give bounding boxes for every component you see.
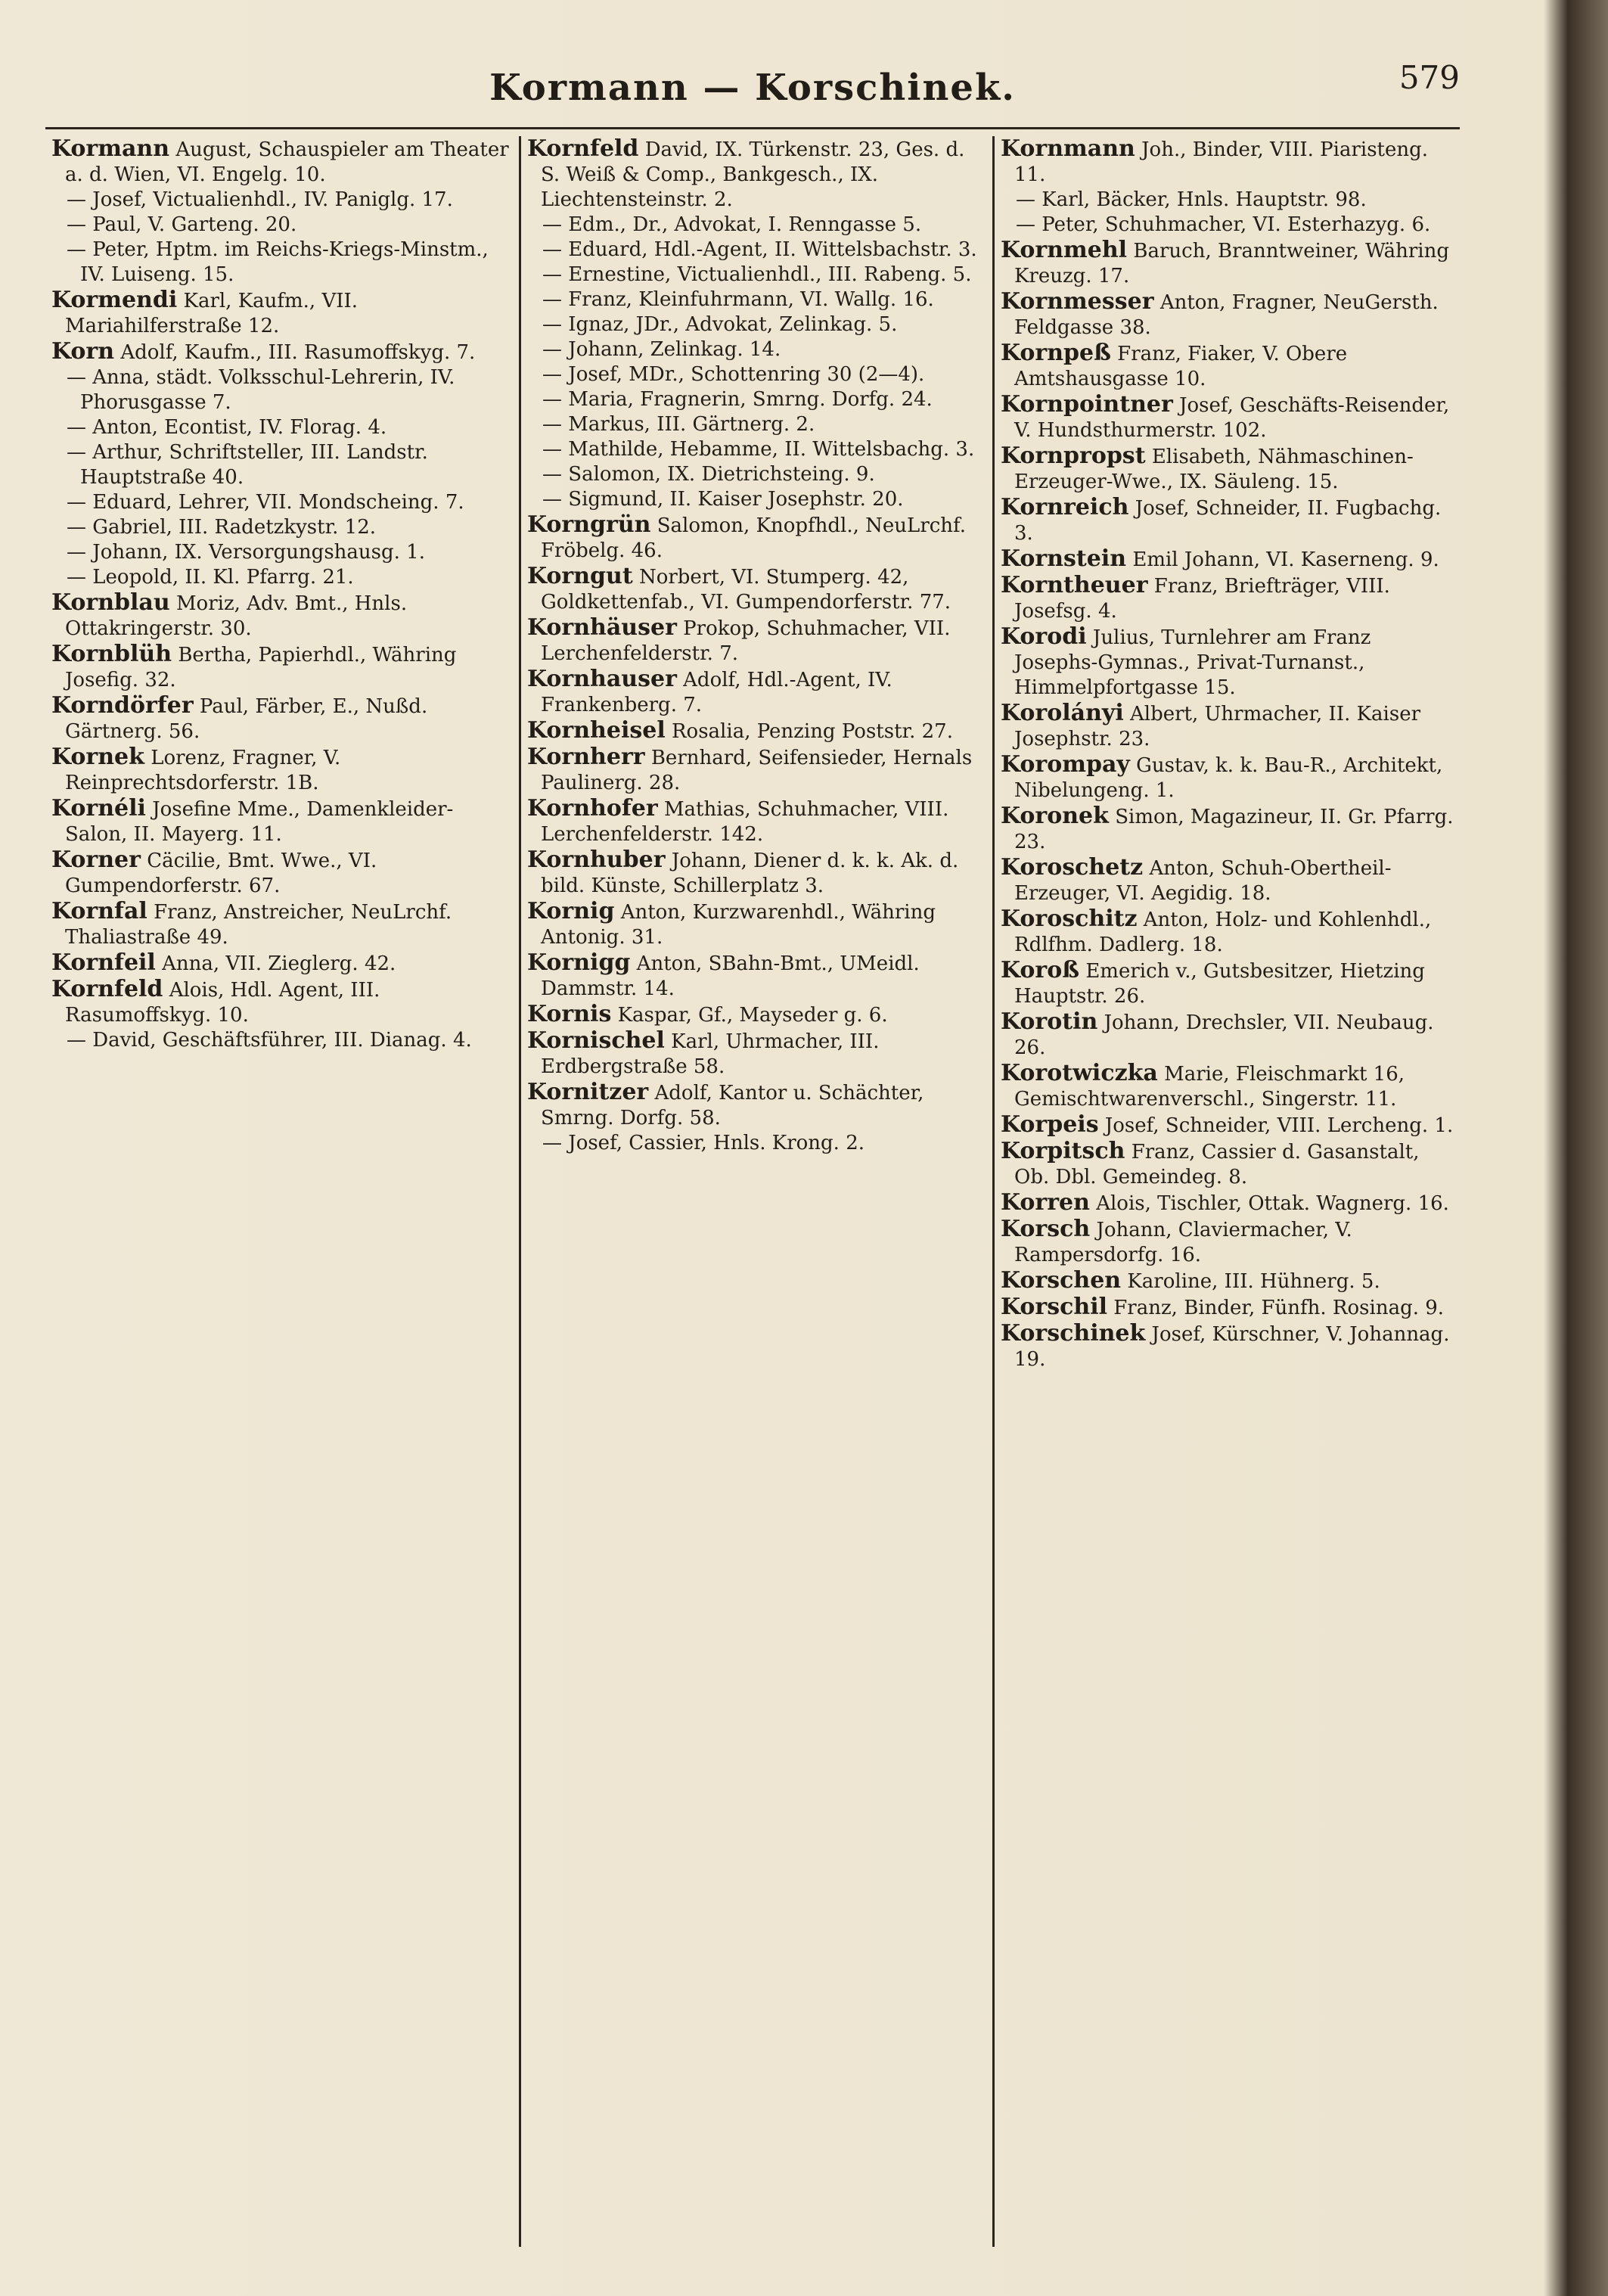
entry-details: Rosalia, Penzing Poststr. 27. bbox=[671, 720, 953, 743]
entry-surname: Korren bbox=[1001, 1189, 1090, 1216]
directory-entry bbox=[51, 287, 513, 339]
entry-details: Prokop, Schuhmacher, VII. Lerchenfelderstr. 7. bbox=[541, 617, 951, 665]
entry-surname: Kornblüh bbox=[51, 641, 172, 667]
entry-surname: Kormendi bbox=[51, 287, 178, 313]
directory-entry bbox=[527, 337, 986, 362]
header-rule bbox=[45, 127, 1460, 129]
directory-entry bbox=[51, 213, 513, 238]
entry-details: David, IX. Türkenstr. 23, Ges. d. S. Weiß & Comp., Bankgesch., IX. Liechtensteinstr. 2. bbox=[541, 138, 965, 211]
directory-entry bbox=[51, 365, 513, 415]
entry-details: — Arthur, Schriftsteller, III. Landstr. Hauptstraße 40. bbox=[67, 441, 428, 489]
entry-surname: Korompay bbox=[1001, 751, 1130, 778]
entry-details: Joh., Binder, VIII. Piaristeng. 11. bbox=[1014, 138, 1429, 186]
directory-entry bbox=[527, 1002, 986, 1028]
entry-surname: Kornreich bbox=[1001, 494, 1129, 520]
entry-surname: Kornéli bbox=[51, 795, 146, 822]
entry-surname: Koroschitz bbox=[1001, 906, 1138, 932]
directory-entry bbox=[1001, 495, 1460, 546]
directory-entry bbox=[1001, 1294, 1460, 1321]
entry-surname: Kornhuber bbox=[527, 847, 666, 873]
directory-entry bbox=[527, 312, 986, 337]
entry-surname: Kornheisel bbox=[527, 717, 666, 744]
entry-details: Franz, Anstreicher, NeuLrchf. Thaliastraße 49. bbox=[65, 901, 452, 949]
entry-surname: Kornmehl bbox=[1001, 237, 1128, 263]
entry-details: Franz, Briefträger, VIII. Josefsg. 4. bbox=[1014, 575, 1390, 623]
entry-details: Salomon, Knopfhdl., NeuLrchf. Fröbelg. 46. bbox=[541, 514, 967, 562]
running-title: Kormann — Korschinek. bbox=[489, 67, 1016, 109]
entry-details: — Ignaz, JDr., Advokat, Zelinkag. 5. bbox=[542, 313, 898, 336]
directory-entry bbox=[1001, 906, 1460, 958]
directory-entry bbox=[527, 744, 986, 796]
column-1 bbox=[45, 136, 519, 2247]
column-2 bbox=[519, 136, 992, 2247]
directory-entry bbox=[1001, 1009, 1460, 1061]
entry-surname: Korotin bbox=[1001, 1008, 1098, 1035]
directory-entry bbox=[1001, 213, 1460, 238]
directory-entry bbox=[51, 515, 513, 540]
entry-surname: Kornitzer bbox=[527, 1079, 649, 1105]
entry-details: Anton, SBahn-Bmt., UMeidl. Dammstr. 14. bbox=[541, 952, 920, 1000]
directory-entry bbox=[527, 615, 986, 666]
directory-entry bbox=[527, 412, 986, 437]
entry-surname: Korsch bbox=[1001, 1216, 1091, 1242]
entry-details: Alois, Hdl. Agent, III. Rasumoffskyg. 10. bbox=[65, 979, 380, 1027]
directory-entry bbox=[527, 666, 986, 718]
entry-details: Kaspar, Gf., Mayseder g. 6. bbox=[617, 1004, 888, 1027]
entry-surname: Kornfeld bbox=[527, 136, 639, 162]
entry-details: — Eduard, Lehrer, VII. Mondscheing. 7. bbox=[67, 491, 464, 514]
entry-details: — Josef, MDr., Schottenring 30 (2—4). bbox=[542, 363, 925, 386]
entry-surname: Korpeis bbox=[1001, 1111, 1099, 1138]
directory-entry bbox=[51, 1028, 513, 1053]
entry-details: Marie, Fleischmarkt 16, Gemischtwarenverschl., Singerstr. 11. bbox=[1014, 1063, 1405, 1111]
directory-entry bbox=[1001, 392, 1460, 443]
entry-surname: Kornhauser bbox=[527, 666, 677, 692]
directory-entry bbox=[1001, 958, 1460, 1009]
column-3 bbox=[992, 136, 1466, 2247]
entry-details: Gustav, k. k. Bau-R., Architekt, Nibelungeng. 1. bbox=[1014, 754, 1443, 802]
entry-details: Baruch, Branntweiner, Währing Kreuzg. 17. bbox=[1014, 240, 1449, 287]
entry-details: Julius, Turnlehrer am Franz Josephs-Gymnas., Privat-Turnanst., Himmelpfortgasse 15. bbox=[1014, 626, 1371, 699]
directory-entry bbox=[1001, 340, 1460, 392]
directory-entry bbox=[527, 1131, 986, 1156]
entry-details: Cäcilie, Bmt. Wwe., VI. Gumpendorferstr. 67. bbox=[65, 850, 377, 897]
entry-details: Moriz, Adv. Bmt., Hnls. Ottakringerstr. 30. bbox=[65, 592, 408, 640]
entry-details: Emil Johann, VI. Kaserneng. 9. bbox=[1132, 548, 1439, 571]
directory-entry bbox=[1001, 803, 1460, 855]
entry-surname: Korschinek bbox=[1001, 1320, 1146, 1347]
entry-details: — Markus, III. Gärtnerg. 2. bbox=[542, 413, 815, 436]
entry-surname: Korodi bbox=[1001, 623, 1087, 650]
entry-details: — Johann, IX. Versorgungshausg. 1. bbox=[67, 541, 425, 564]
entry-surname: Kornmann bbox=[1001, 136, 1135, 162]
entry-surname: Kornig bbox=[527, 898, 615, 924]
entry-surname: Kornis bbox=[527, 1001, 612, 1027]
entry-details: Anton, Holz- und Kohlenhdl., Rdlfhm. Dadlerg. 18. bbox=[1014, 909, 1432, 956]
entry-details: — Sigmund, II. Kaiser Josephstr. 20. bbox=[542, 488, 904, 511]
directory-entry bbox=[51, 693, 513, 744]
entry-surname: Kornhofer bbox=[527, 795, 658, 822]
entry-surname: Kornhäuser bbox=[527, 614, 677, 641]
entry-details: Anton, Schuh-Obertheil-Erzeuger, VI. Aegidig. 18. bbox=[1014, 857, 1392, 905]
directory-entry bbox=[527, 387, 986, 412]
directory-entry bbox=[527, 213, 986, 238]
directory-entry bbox=[527, 718, 986, 744]
entry-surname: Kornfeil bbox=[51, 949, 156, 976]
directory-entry bbox=[51, 490, 513, 515]
page-number: 579 bbox=[1398, 59, 1460, 96]
entry-details: — Johann, Zelinkag. 14. bbox=[542, 338, 781, 361]
entry-surname: Kornigg bbox=[527, 949, 631, 976]
entry-details: Alois, Tischler, Ottak. Wagnerg. 16. bbox=[1096, 1192, 1449, 1215]
directory-entry bbox=[527, 564, 986, 615]
entry-details: Josef, Schneider, II. Fugbachg. 3. bbox=[1014, 497, 1442, 545]
entry-details: Anton, Kurzwarenhdl., Währing Antonig. 31. bbox=[541, 901, 936, 949]
entry-details: — David, Geschäftsführer, III. Dianag. 4. bbox=[67, 1029, 472, 1052]
entry-details: — Gabriel, III. Radetzkystr. 12. bbox=[67, 516, 377, 539]
directory-entry bbox=[527, 238, 986, 263]
directory-entry bbox=[1001, 1268, 1460, 1294]
directory-entry bbox=[51, 238, 513, 287]
directory-entry bbox=[51, 188, 513, 213]
entry-surname: Korngut bbox=[527, 563, 633, 589]
directory-entry bbox=[51, 136, 513, 188]
entry-details: Anna, VII. Zieglerg. 42. bbox=[162, 952, 396, 975]
directory-entry bbox=[1001, 624, 1460, 701]
entry-surname: Korntheuer bbox=[1001, 572, 1148, 598]
entry-details: — Mathilde, Hebamme, II. Wittelsbachg. 3. bbox=[542, 438, 975, 461]
entry-surname: Koronek bbox=[1001, 803, 1109, 829]
entry-surname: Kornmesser bbox=[1001, 288, 1154, 315]
directory-entry bbox=[51, 796, 513, 847]
directory-entry bbox=[1001, 546, 1460, 573]
directory-entry bbox=[527, 287, 986, 312]
entry-details: Adolf, Kaufm., III. Rasumoffskyg. 7. bbox=[120, 341, 476, 364]
directory-entry bbox=[51, 440, 513, 490]
entry-details: — Leopold, II. Kl. Pfarrg. 21. bbox=[67, 566, 354, 589]
directory-entry bbox=[51, 977, 513, 1028]
directory-entry bbox=[1001, 443, 1460, 495]
entry-surname: Kornfal bbox=[51, 898, 147, 924]
entry-surname: Kornherr bbox=[527, 744, 645, 770]
entry-details: Adolf, Hdl.-Agent, IV. Frankenberg. 7. bbox=[541, 669, 892, 716]
entry-details: Josef, Schneider, VIII. Lercheng. 1. bbox=[1104, 1114, 1454, 1137]
entry-details: — Franz, Kleinfuhrmann, VI. Wallg. 16. bbox=[542, 288, 934, 311]
entry-details: Simon, Magazineur, II. Gr. Pfarrg. 23. bbox=[1014, 806, 1454, 853]
directory-entry bbox=[527, 950, 986, 1002]
directory-entry bbox=[527, 263, 986, 287]
entry-details: Karl, Uhrmacher, III. Erdbergstraße 58. bbox=[541, 1030, 880, 1078]
entry-details: — Peter, Hptm. im Reichs-Kriegs-Minstm., IV. Luiseng. 15. bbox=[67, 238, 489, 286]
entry-surname: Korpitsch bbox=[1001, 1138, 1125, 1164]
directory-entry bbox=[1001, 136, 1460, 188]
directory-entry bbox=[1001, 238, 1460, 289]
directory-entry bbox=[1001, 752, 1460, 803]
entry-details: Franz, Fiaker, V. Obere Amtshausgasse 10. bbox=[1014, 343, 1348, 390]
entry-surname: Korndörfer bbox=[51, 692, 194, 719]
entry-surname: Kornpropst bbox=[1001, 443, 1146, 469]
entry-surname: Korngrün bbox=[527, 511, 651, 538]
directory-entry bbox=[51, 847, 513, 899]
directory-columns bbox=[45, 136, 1467, 2247]
entry-surname: Korschen bbox=[1001, 1267, 1122, 1294]
entry-details: Josef, Kürschner, V. Johannag. 19. bbox=[1014, 1323, 1450, 1371]
entry-details: Johann, Claviermacher, V. Rampersdorfg. 16. bbox=[1014, 1219, 1352, 1266]
entry-surname: Kornischel bbox=[527, 1027, 665, 1054]
entry-details: Elisabeth, Nähmaschinen-Erzeuger-Wwe., IX. Säuleng. 15. bbox=[1014, 446, 1414, 493]
entry-details: Johann, Drechsler, VII. Neubaug. 26. bbox=[1014, 1011, 1434, 1059]
entry-details: — Josef, Victualienhdl., IV. Paniglg. 17. bbox=[67, 188, 453, 211]
directory-entry bbox=[527, 362, 986, 387]
directory-entry bbox=[1001, 188, 1460, 213]
directory-entry bbox=[527, 437, 986, 462]
entry-details: — Maria, Fragnerin, Smrng. Dorfg. 24. bbox=[542, 388, 933, 411]
directory-entry bbox=[1001, 289, 1460, 340]
entry-details: Karoline, III. Hühnerg. 5. bbox=[1127, 1270, 1380, 1293]
directory-entry bbox=[527, 796, 986, 847]
entry-details: — Anton, Econtist, IV. Florag. 4. bbox=[67, 416, 387, 439]
directory-entry bbox=[1001, 1112, 1460, 1139]
entry-surname: Koroschetz bbox=[1001, 854, 1144, 881]
entry-details: — Paul, V. Garteng. 20. bbox=[67, 213, 297, 236]
page-header bbox=[45, 53, 1460, 121]
directory-entry bbox=[51, 950, 513, 977]
directory-entry bbox=[1001, 573, 1460, 624]
entry-details: Franz, Binder, Fünfh. Rosinag. 9. bbox=[1113, 1297, 1445, 1319]
directory-entry bbox=[1001, 1061, 1460, 1112]
directory-entry bbox=[51, 590, 513, 642]
directory-entry bbox=[51, 744, 513, 796]
entry-surname: Koroß bbox=[1001, 957, 1080, 983]
entry-surname: Kornblau bbox=[51, 589, 170, 616]
entry-surname: Kornstein bbox=[1001, 545, 1127, 572]
directory-entry bbox=[527, 1028, 986, 1080]
entry-surname: Korschil bbox=[1001, 1294, 1107, 1320]
entry-details: Anton, Fragner, NeuGersth. Feldgasse 38. bbox=[1014, 291, 1439, 339]
directory-entry bbox=[1001, 1139, 1460, 1190]
directory-entry bbox=[51, 339, 513, 365]
entry-details: Johann, Diener d. k. k. Ak. d. bild. Künste, Schillerplatz 3. bbox=[541, 850, 959, 897]
directory-entry bbox=[51, 899, 513, 950]
entry-details: — Karl, Bäcker, Hnls. Hauptstr. 98. bbox=[1016, 188, 1367, 211]
directory-entry bbox=[527, 899, 986, 950]
entry-surname: Korotwiczka bbox=[1001, 1060, 1158, 1086]
entry-details: Josefine Mme., Damenkleider-Salon, II. Mayerg. 11. bbox=[65, 798, 454, 846]
directory-entry bbox=[51, 540, 513, 565]
entry-details: Emerich v., Gutsbesitzer, Hietzing Hauptstr. 26. bbox=[1014, 960, 1425, 1008]
entry-details: Adolf, Kantor u. Schächter, Smrng. Dorfg. 58. bbox=[541, 1082, 924, 1129]
entry-surname: Korner bbox=[51, 847, 141, 873]
entry-details: Karl, Kaufm., VII. Mariahilferstraße 12. bbox=[65, 290, 359, 337]
entry-details: — Eduard, Hdl.-Agent, II. Wittelsbachstr. 3. bbox=[542, 238, 977, 261]
entry-surname: Kornek bbox=[51, 744, 144, 770]
directory-entry bbox=[1001, 1321, 1460, 1372]
entry-details: Paul, Färber, E., Nußd. Gärtnerg. 56. bbox=[65, 695, 428, 743]
entry-details: — Ernestine, Victualienhdl., III. Rabeng. 5. bbox=[542, 263, 972, 286]
entry-details: Franz, Cassier d. Gasanstalt, Ob. Dbl. Gemeindeg. 8. bbox=[1014, 1141, 1420, 1188]
entry-details: Bertha, Papierhdl., Währing Josefig. 32. bbox=[65, 644, 457, 691]
entry-surname: Kormann bbox=[51, 136, 170, 162]
directory-entry bbox=[527, 462, 986, 487]
entry-surname: Korn bbox=[51, 338, 115, 365]
entry-surname: Kornpeß bbox=[1001, 340, 1111, 366]
entry-surname: Korolányi bbox=[1001, 700, 1124, 726]
directory-entry bbox=[51, 415, 513, 440]
directory-entry bbox=[527, 136, 986, 213]
entry-details: August, Schauspieler am Theater a. d. Wien, VI. Engelg. 10. bbox=[65, 138, 509, 186]
directory-entry bbox=[1001, 1216, 1460, 1268]
directory-entry bbox=[527, 487, 986, 512]
directory-entry bbox=[1001, 701, 1460, 752]
directory-entry bbox=[1001, 1190, 1460, 1216]
entry-details: Norbert, VI. Stumperg. 42, Goldkettenfab., VI. Gumpendorferstr. 77. bbox=[541, 566, 951, 614]
entry-surname: Kornfeld bbox=[51, 976, 163, 1002]
entry-details: — Edm., Dr., Advokat, I. Renngasse 5. bbox=[542, 213, 922, 236]
entry-details: — Josef, Cassier, Hnls. Krong. 2. bbox=[542, 1132, 865, 1154]
directory-entry bbox=[1001, 855, 1460, 906]
entry-details: — Salomon, IX. Dietrichsteing. 9. bbox=[542, 463, 875, 486]
entry-details: Albert, Uhrmacher, II. Kaiser Josephstr. 23. bbox=[1014, 703, 1421, 750]
directory-entry bbox=[527, 1080, 986, 1131]
entry-details: — Peter, Schuhmacher, VI. Esterhazyg. 6. bbox=[1016, 213, 1431, 236]
entry-details: Lorenz, Fragner, V. Reinprechtsdorferstr. 1B. bbox=[65, 747, 341, 794]
entry-surname: Kornpointner bbox=[1001, 391, 1173, 418]
entry-details: Josef, Geschäfts-Reisender, V. Hundsthurmerstr. 102. bbox=[1014, 394, 1450, 442]
entry-details: Mathias, Schuhmacher, VIII. Lerchenfelderstr. 142. bbox=[541, 798, 949, 846]
directory-entry bbox=[51, 565, 513, 590]
entry-details: Bernhard, Seifensieder, Hernals Paulinerg. 28. bbox=[541, 747, 973, 794]
entry-details: — Anna, städt. Volksschul-Lehrerin, IV. Phorusgasse 7. bbox=[67, 366, 455, 414]
directory-entry bbox=[527, 512, 986, 564]
directory-entry bbox=[51, 642, 513, 693]
directory-entry bbox=[527, 847, 986, 899]
